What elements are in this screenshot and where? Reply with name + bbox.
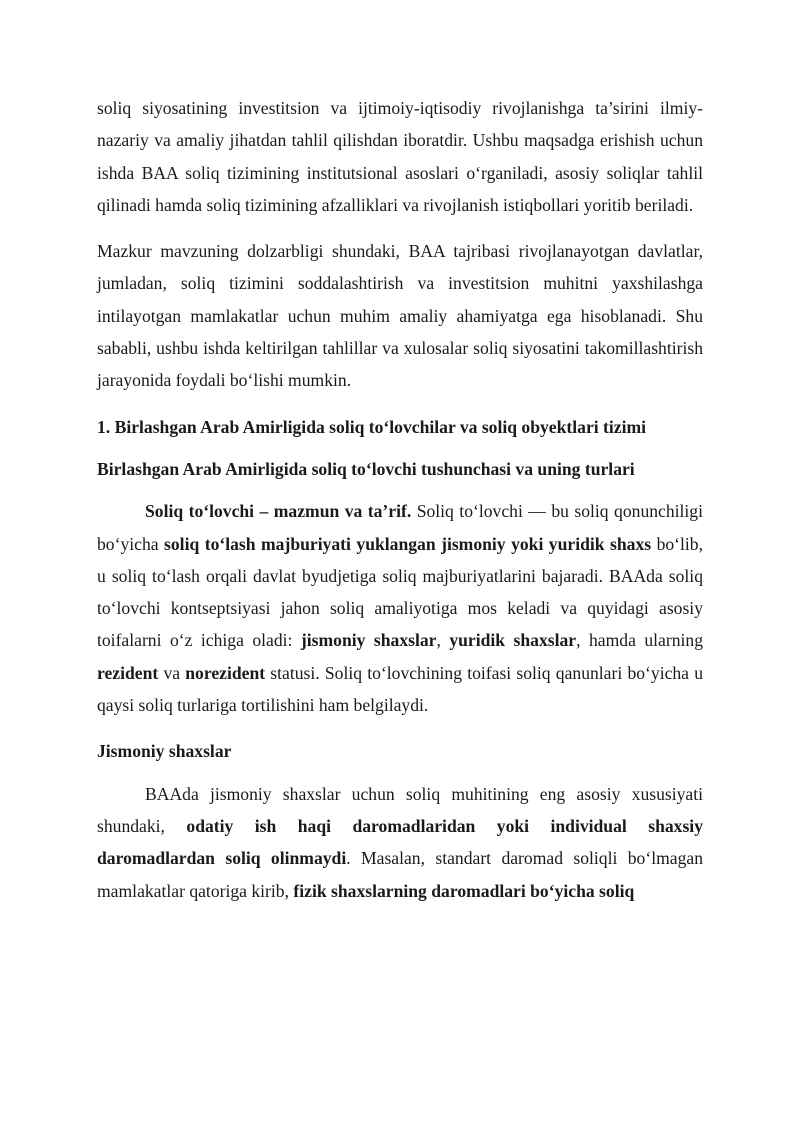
bold-phrase: yuridik shaxslar: [449, 630, 577, 651]
bold-phrase: rezident: [97, 662, 159, 683]
bold-phrase: odatiy ish haqi daromadlaridan yoki individual shaxsiy daromadlardan soliq olinmaydi: [97, 815, 703, 869]
bold-phrase: fizik shaxslarning daromadlari bo‘yicha soliq: [293, 880, 635, 901]
individuals-paragraph: [97, 778, 703, 907]
document-page: [97, 92, 703, 907]
bold-phrase: jismoniy shaxslar: [300, 630, 437, 651]
bold-phrase: soliq to‘lash majburiyati yuklangan jismoniy yoki yuridik shaxs: [164, 533, 652, 554]
text-run: Soliq to‘lovchi — bu soliq qonunchiligi bo‘yicha: [97, 501, 703, 554]
text-run: BAAda jismoniy shaxslar uchun soliq muhitining eng asosiy xususiyati shundaki,: [97, 783, 703, 836]
bold-phrase: norezident: [185, 662, 266, 683]
paragraph-spacer: [97, 397, 703, 411]
text-run: va: [158, 662, 186, 683]
text-run: statusi. Soliq to‘lovchining toifasi soliq qanunlari bo‘yicha u qaysi soliq turlariga tortilishini ham belgilaydi.: [97, 662, 703, 716]
intro-paragraph: soliq siyosatining investitsion va ijtimoiy-iqtisodiy rivojlanishga ta’sirini ilmiy-nazariy va amaliy jihatdan tahlil qilishdan iboratdir. Ushbu maqsadga erishish uchun ishda BAA soliq tizimining institutsional asoslari o‘rganiladi, asosiy soliqlar tahlil qilinadi hamda soliq tizimining afzalliklari va rivojlanish istiqbollari yoritib beriladi.: [97, 98, 703, 215]
subsection-heading: Birlashgan Arab Amirligida soliq to‘lovchi tushunchasi va uning turlari: [97, 458, 635, 479]
paragraph-spacer: [97, 221, 703, 235]
section-heading: 1. Birlashgan Arab Amirligida soliq to‘lovchilar va soliq obyektlari tizimi: [97, 416, 647, 437]
paragraph-spacer: [97, 768, 703, 778]
paragraph-spacer: [97, 721, 703, 735]
text-run: , hamda ularning: [576, 630, 703, 651]
text-run: . Masalan, standart daromad soliqli bo‘lmagan mamlakatlar qatoriga kirib,: [97, 848, 703, 901]
paragraph-spacer: [97, 443, 703, 453]
text-run: bo‘lib, u soliq to‘lash orqali davlat byudjetiga soliq majburiyatlarini bajaradi. BAAda soliq to‘lovchi kontseptsiyasi jahon soliq amaliyotiga mos keladi va quyidagi asosiy toifalarni o‘z ichiga oladi:: [97, 533, 703, 651]
relevance-paragraph: Mazkur mavzuning dolzarbligi shundaki, BAA tajribasi rivojlanayotgan davlatlar, jumladan, soliq tizimini soddalashtirish va investitsion muhitni yaxshilashga intilayotgan mamlakatlar uchun muhim amaliy ahamiyatga ega hisoblanadi. Shu sababli, ushbu ishda keltirilgan tahlillar va xulosalar soliq siyosatini takomillashtirish jarayonida foydali bo‘lishi mumkin.: [97, 241, 703, 391]
paragraph-spacer: [97, 485, 703, 495]
text-run: ,: [436, 630, 450, 651]
subsection-heading: Jismoniy shaxslar: [97, 741, 232, 762]
bold-phrase: Soliq to‘lovchi – mazmun va ta’rif.: [145, 501, 412, 522]
taxpayer-definition-paragraph: [97, 495, 703, 721]
